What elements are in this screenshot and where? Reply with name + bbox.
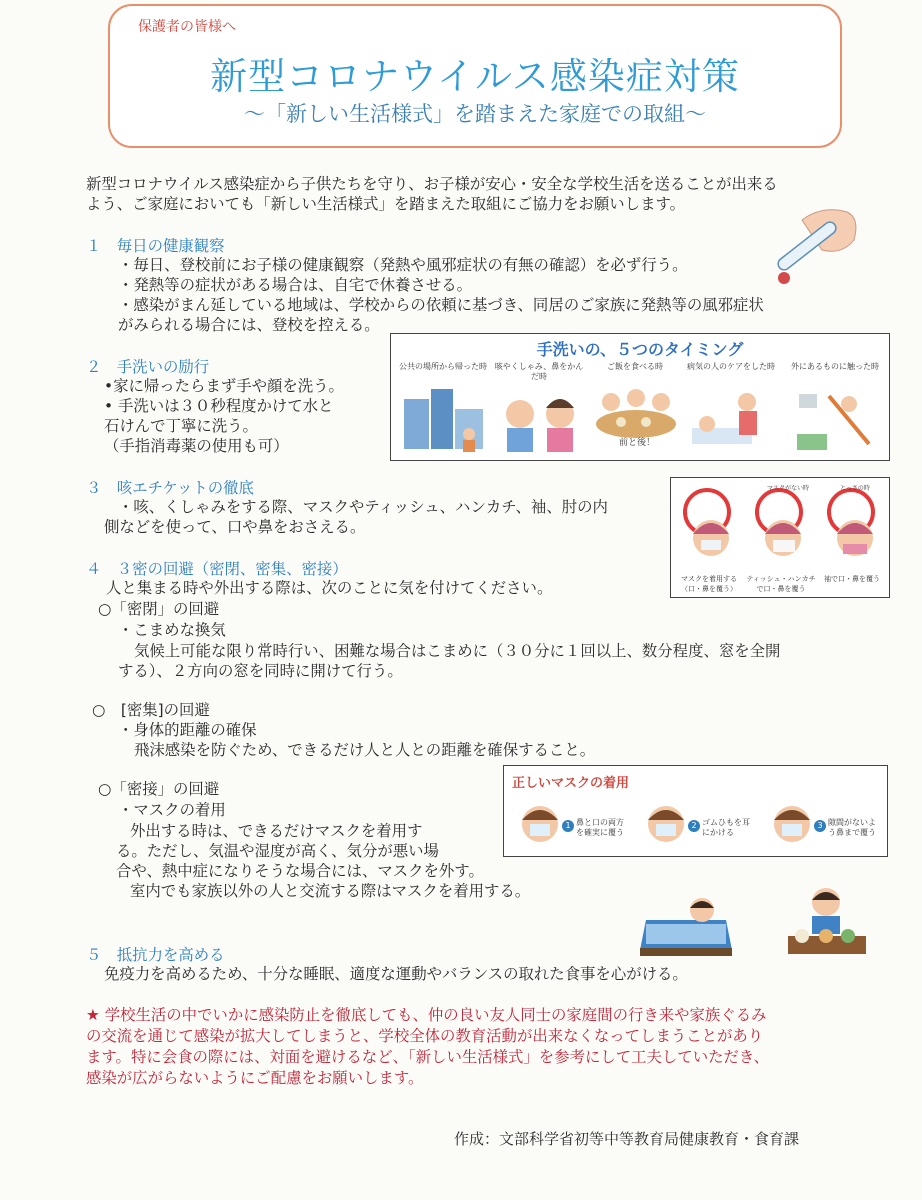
handwash-item-3: ご飯を食べる時 <box>607 362 663 371</box>
sneeze-scene-icon <box>495 384 585 454</box>
mask-figure-title: 正しいマスクの着用 <box>512 776 630 791</box>
closed-line-2: する）、２方向の窓を同時に開けて行う。 <box>118 662 403 680</box>
credit-line: 作成：文部科学省初等中等教育局健康教育・食育課 <box>454 1130 800 1148</box>
cough-item-2: ティッシュ・ハンカチで口・鼻を覆う <box>746 575 816 593</box>
mask-step-3-num: 3 <box>814 820 826 832</box>
cough-bubble-1: マスクがない時 <box>767 485 810 492</box>
handwash-item-5: 外にあるものに触った時 <box>791 362 879 371</box>
mask-step-2-num: 2 <box>688 820 700 832</box>
closed-heading: ○「密閉」の回避 <box>98 600 220 618</box>
section1-heading: １ 毎日の健康観察 <box>86 237 225 255</box>
intro-line-1: 新型コロナウイルス感染症から子供たちを守り、お子様が安心・安全な学校生活を送ることが出来る <box>86 175 778 193</box>
closed-line-1: 気候上可能な限り常時行い、困難な場合はこまめに（３０分に１回以上、数分程度、窓を全開 <box>134 642 781 660</box>
section1-line-4: がみられる場合には、登校を控える。 <box>118 316 380 334</box>
section3-line-1: ・咳、くしゃみをする際、マスクやティッシュ、ハンカチ、袖、肘の内 <box>118 498 608 516</box>
notice-line-1: ★ 学校生活の中でいかに感染防止を徹底しても、仲の良い友人同士の家庭間の行き来や家族ぐるみ <box>86 1006 767 1024</box>
mask-step-1-num: 1 <box>562 820 574 832</box>
notice-line-4: 感染が広がらないようにご配慮をお願いします。 <box>86 1069 424 1087</box>
mask-step-1-text: 鼻と口の両方を確実に覆う <box>576 818 624 837</box>
section5-heading: ５ 抵抗力を高める <box>86 946 225 964</box>
section1-line-3: ・感染がまん延している地域は、学校からの依頼に基づき、同居のご家族に発熱等の風邪症状 <box>118 296 764 314</box>
notice-line-3: ます。特に会食の際には、対面を避けるなど、「新しい生活様式」を参考にして工夫していただき、 <box>86 1048 770 1066</box>
section3-line-2: 側などを使って、口や鼻をおさえる。 <box>104 518 366 536</box>
building-scene-icon <box>399 384 489 454</box>
section4-intro: 人と集まる時や外出する際は、次のことに気を付けてください。 <box>106 579 553 597</box>
page-title: 新型コロナウイルス感染症対策 <box>210 55 740 98</box>
title-box <box>108 4 842 148</box>
handwash-item-2: 咳やくしゃみ、鼻をかんだ時 <box>494 362 584 381</box>
handwash-figure-title: 手洗いの、５つのタイミング <box>536 340 744 359</box>
contact-line-1: 外出する時は、できるだけマスクを着用す <box>130 822 423 840</box>
audience-label: 保護者の皆様へ <box>138 19 236 35</box>
contact-line-4: 室内でも家族以外の人と交流する際はマスクを着用する。 <box>130 882 531 900</box>
section2-heading: ２ 手洗いの励行 <box>86 358 210 376</box>
cough-bubble-2: とっさの時 <box>840 485 870 492</box>
handwash-item-4: 病気の人のケアをした時 <box>687 362 775 371</box>
contact-heading: ○「密接」の回避 <box>98 780 220 798</box>
section2-line-4: （手指消毒薬の使用も可） <box>104 437 289 455</box>
crowd-heading: ○ [密集]の回避 <box>92 701 210 719</box>
section4-heading: ４ ３密の回避（密閉、密集、密接） <box>86 560 348 578</box>
thermometer-hand-icon <box>762 200 862 295</box>
crowd-line: 飛沫感染を防ぐため、できるだけ人と人との距離を確保すること。 <box>134 741 596 759</box>
section2-line-2: • 手洗いは３０秒程度かけて水と <box>104 397 334 415</box>
mask-step-3-text: 隙間がないよう鼻まで覆う <box>828 818 876 837</box>
care-scene-icon <box>687 384 777 454</box>
section5-line: 免疫力を高めるため、十分な睡眠、適度な運動やバランスの取れた食事を心がける。 <box>104 965 688 983</box>
contact-sub: ・マスクの着用 <box>118 801 226 819</box>
meal-child-icon <box>784 884 870 960</box>
intro-line-2: よう、ご家庭においても「新しい生活様式」を踏まえた取組にご協力をお願いします。 <box>86 195 686 213</box>
section1-line-2: ・発熱等の症状がある場合は、自宅で休養させる。 <box>118 276 472 294</box>
cough-etiquette-figure <box>670 477 890 598</box>
mask-step-2-text: ゴムひもを耳にかける <box>702 818 750 837</box>
section2-line-3: 石けんで丁寧に洗う。 <box>104 417 258 435</box>
section2-line-1: •家に帰ったらまず手や顔を洗う。 <box>104 377 344 395</box>
contact-line-2: る。ただし、気温や湿度が高く、気分が悪い場 <box>116 842 439 860</box>
outdoor-scene-icon <box>789 384 879 454</box>
handwash-note: 前と後！ <box>618 438 655 448</box>
crowd-sub: ・身体的距離の確保 <box>118 721 257 739</box>
section3-heading: ３ 咳エチケットの徹底 <box>86 479 254 497</box>
page-subtitle: 〜「新しい生活様式」を踏まえた家庭での取組〜 <box>244 102 706 126</box>
contact-line-3: 合や、熱中症になりそうな場合には、マスクを外す。 <box>116 862 484 880</box>
notice-line-2: の交流を通じて感染が拡大してしまうと、学校全体の教育活動が出来なくなってしまうことがあり <box>86 1027 764 1045</box>
section1-line-1: ・毎日、登校前にお子様の健康観察（発熱や風邪症状の有無の確認）を必ず行う。 <box>118 256 688 274</box>
handwash-figure <box>390 333 890 461</box>
mask-figure <box>503 765 888 857</box>
cough-item-1: マスクを着用する（口・鼻を覆う） <box>681 575 737 593</box>
sleeping-child-icon <box>636 880 736 960</box>
handwash-item-1: 公共の場所から帰った時 <box>399 362 487 371</box>
closed-sub: ・こまめな換気 <box>118 621 226 639</box>
cough-item-3: 袖で口・鼻を覆う <box>824 575 880 583</box>
